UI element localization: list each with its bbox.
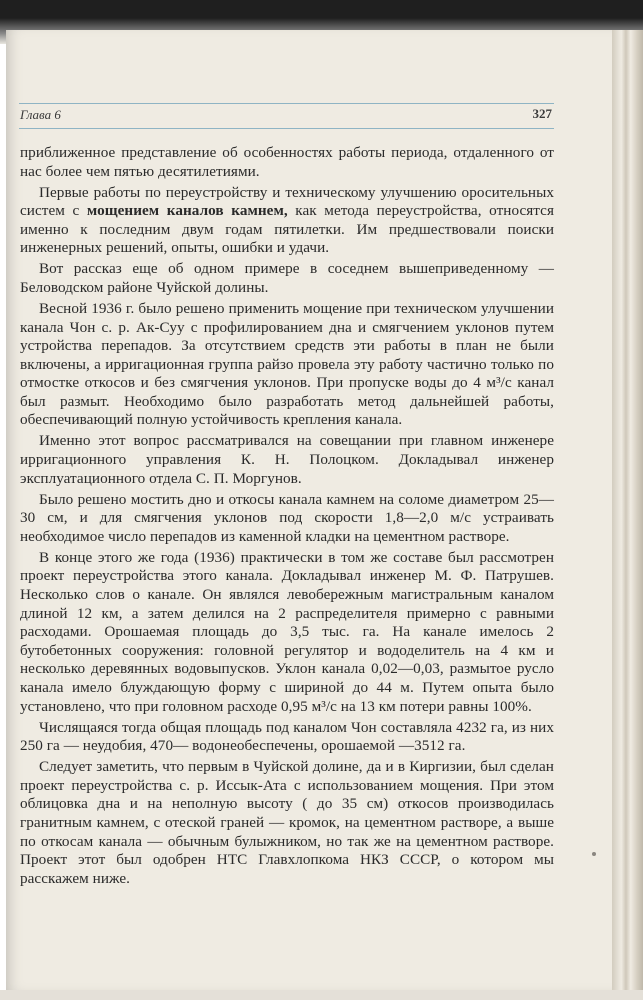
paper-speck bbox=[592, 852, 596, 856]
paragraph: Следует заметить, что первым в Чуйской долине, да и в Киргизии, был сделан проект переустройства с. р. Иссык-Ата с использованием мощения. При этом облицовка дна и на неполную высоту ( до 35 см) откосов производилась гранитным камнем, с отеской граней — кромок, на цементном растворе, а выше по откосам канала — обычным булыжником, но так же на цементном растворе. Проект этот был одобрен НТС Главхлопкома НКЗ СССР, о котором мы расскажем ниже. bbox=[20, 758, 554, 887]
paragraph: Было решено мостить дно и откосы канала камнем на соломе диаметром 25—30 см, и для смягчения уклонов под скорости 1,8—2,0 м/с устраивать необходимое число перепадов из каменной кладки на цементном растворе. bbox=[20, 490, 554, 545]
paragraph: Вот рассказ еще об одном примере в соседнем вышеприведенному — Беловодском районе Чуйской долины. bbox=[20, 260, 554, 296]
page-gutter bbox=[612, 30, 643, 990]
paragraph: Весной 1936 г. было решено применить мощение при техническом улучшении канала Чон с. р. Ак-Суу с профилированием дна и смягчением уклонов путем устройства перепадов. За отсутствием средств эти работы в план не были включены, а ирригационная группа райзо провела эту работу частично только по отмостке откосов и без смягчения уклонов. При пропуске воды до 4 м³/с канал был размыт. Необходимо было разработать метод дальнейшей работы, обеспечивающий полную устойчивость крепления канала. bbox=[20, 299, 554, 429]
scan-bottom-edge bbox=[0, 990, 643, 1000]
running-head bbox=[19, 103, 554, 129]
paragraph bbox=[20, 184, 554, 258]
bold-phrase: мощением каналов камнем, bbox=[86, 202, 288, 220]
paragraph: Именно этот вопрос рассматривался на совещании при главном инженере ирригационного управления К. Н. Полоцком. Докладывал инженер эксплуатационного отдела С. П. Моргунов. bbox=[20, 432, 554, 487]
paragraph-text: как метода переустройства, относятся именно к последним двум годам пятилетки. Им предшествовали поиски инженерных решений, опыты, ошибки и удачи. bbox=[20, 202, 555, 257]
paragraph: приближенное представление об особенностях работы периода, отдаленного от нас более чем пятью десятилетиями. bbox=[20, 144, 554, 180]
paragraph: В конце этого же года (1936) практически в том же составе был рассмотрен проект переустройства этого канала. Докладывал инженер М. Ф. Патрушев. Несколько слов о канале. Он являлся левобережным магистральным каналом длиной 12 км, а затем делился на 2 распределителя примерно с равными расходами. Орошаемая площадь до 3,5 тыс. га. На канале имелось 2 бутобетонных сооружения: головной регулятор и вододелитель на 4 км и несколько деревянных водовыпусков. Уклон канала 0,02—0,03, размытое русло канала имело блуждающую форму с шириной до 44 м. Путем опыта было установлено, что при головном расходе 0,95 м³/с на 13 км потери равны 100%. bbox=[20, 548, 554, 715]
body-text bbox=[20, 144, 554, 891]
paragraph: Числящаяся тогда общая площадь под каналом Чон составляла 4232 га, из них 250 га — неудобия, 470— водонеобеспечены, орошаемой —3512 га. bbox=[20, 718, 554, 755]
chapter-title: Глава 6 bbox=[20, 107, 61, 122]
page-number: 327 bbox=[532, 106, 552, 121]
paragraph-text: Первые работы по переустройству и техническому улучшению оросительных систем с bbox=[20, 183, 554, 220]
